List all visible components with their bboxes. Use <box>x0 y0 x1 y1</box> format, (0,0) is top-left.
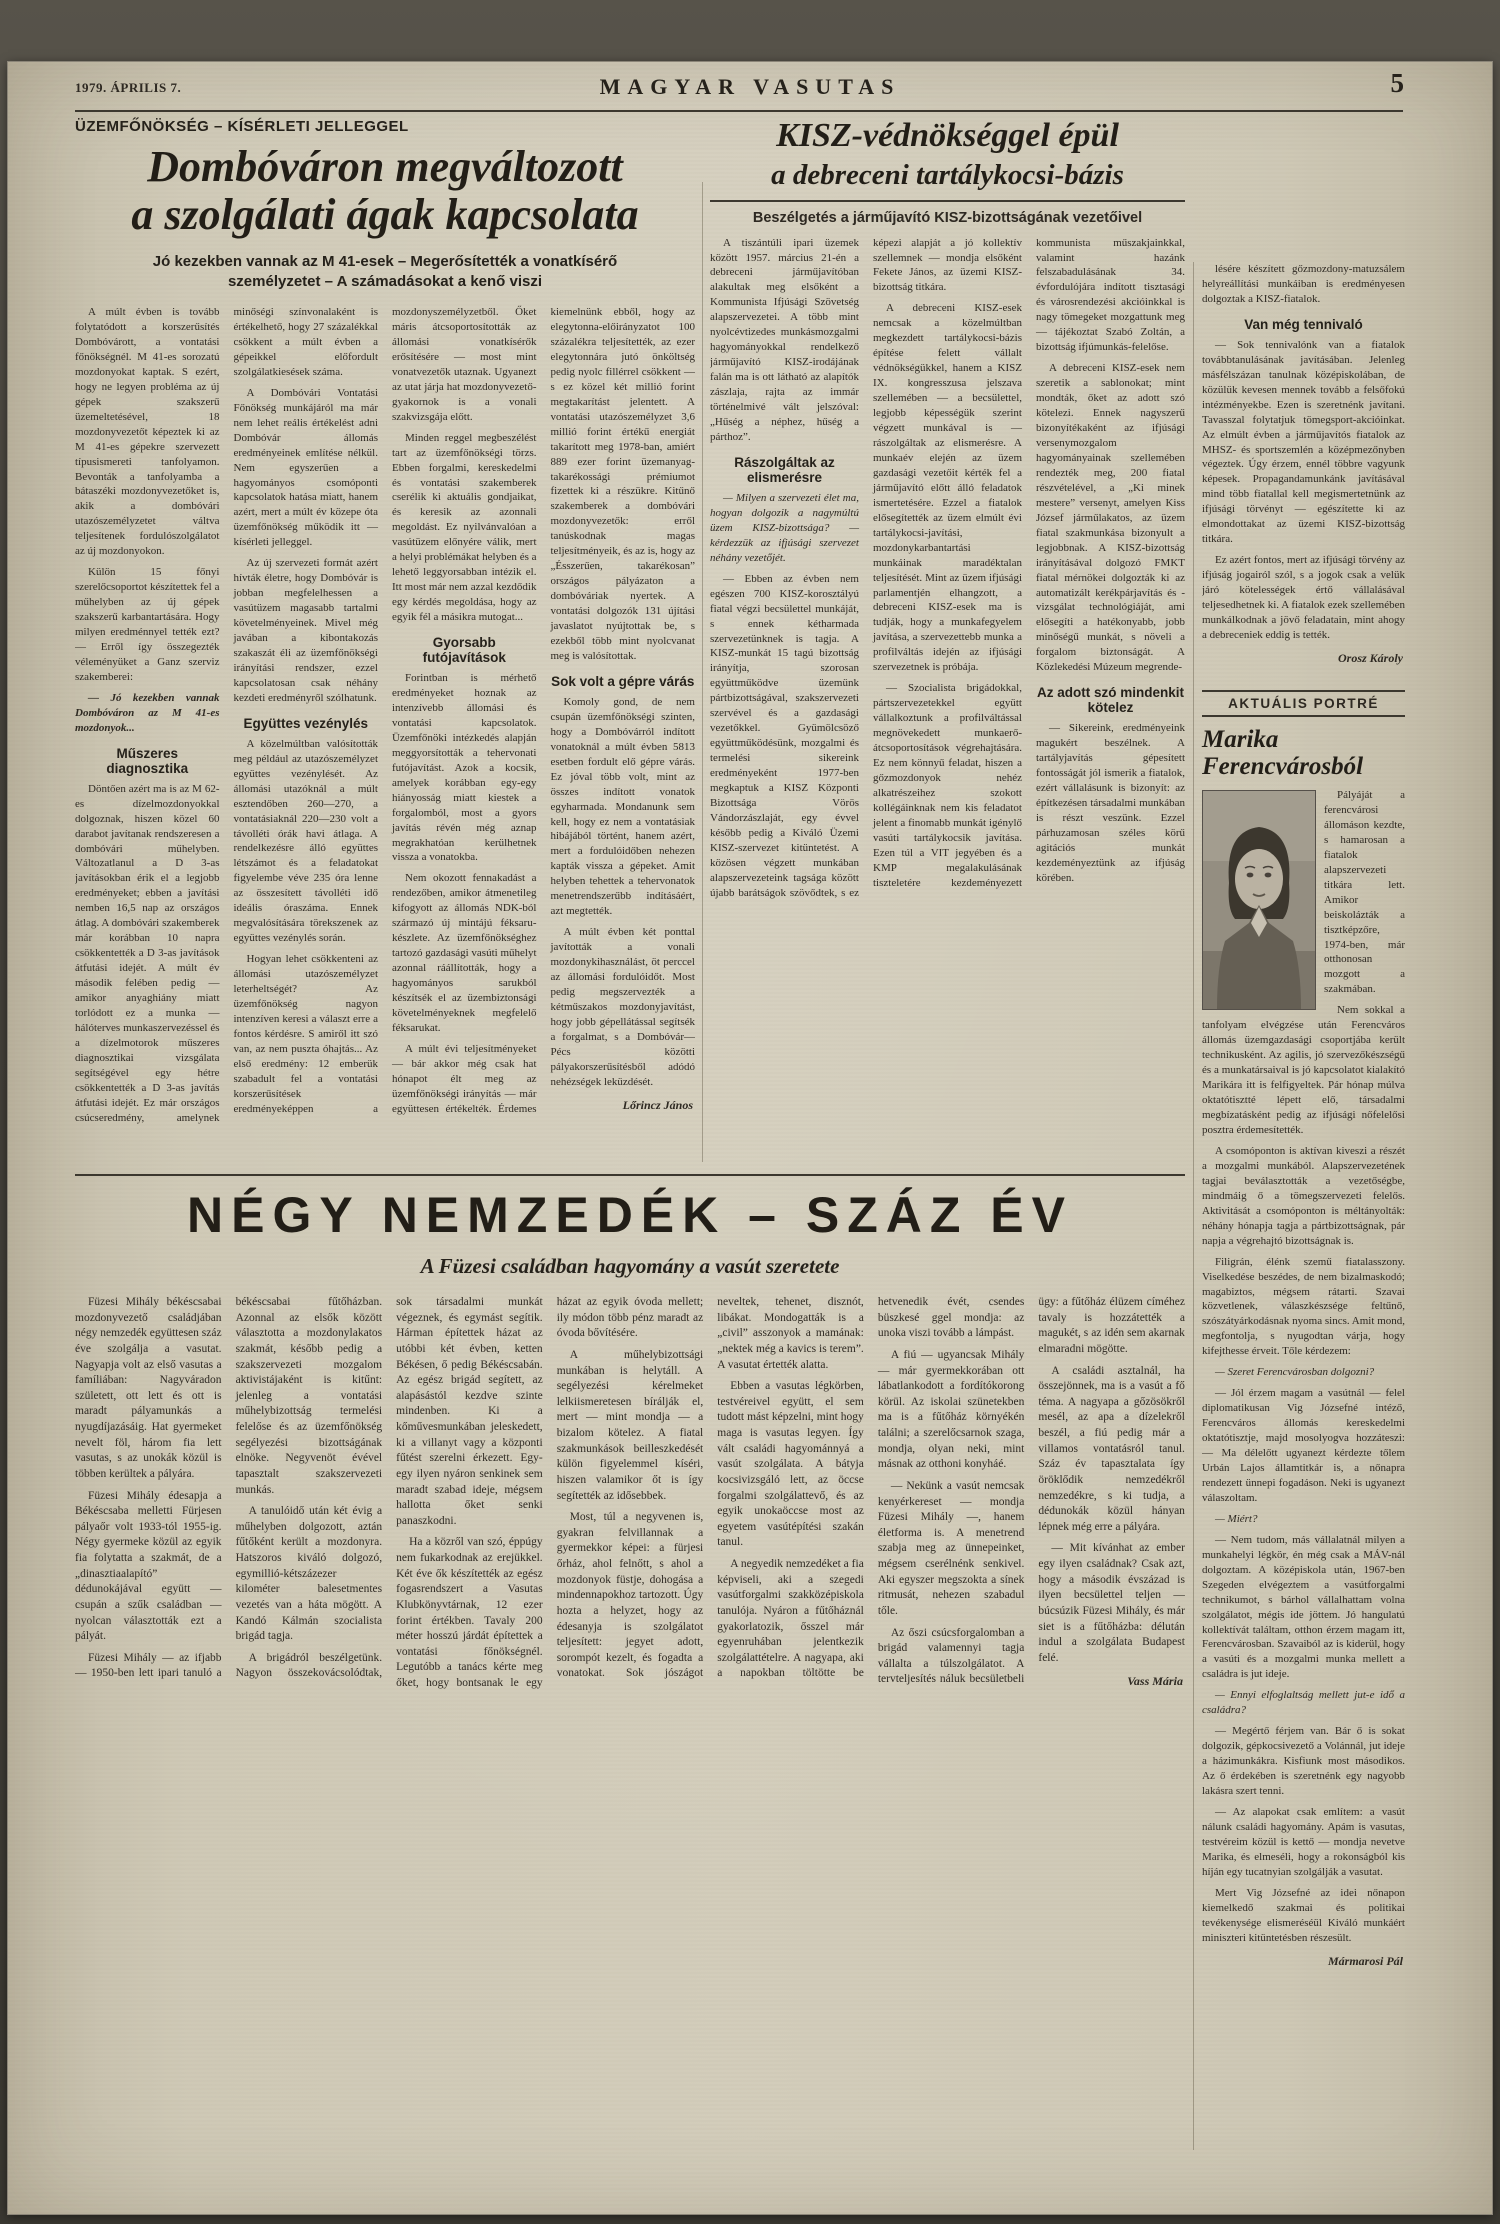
article-headline: NÉGY NEMZEDÉK – SZÁZ ÉV <box>187 1187 1073 1243</box>
body-paragraph: — Sok tennivalónk van a fiatalok továbbtanulásának javításában. Jelenleg másfélszázan tanulnak középiskolában, de közülük kevesen mennek tovább a felsőfokú intézményekbe. Ezen is szeretnénk javítani. Tavasszal folytatjuk tömegsport-akcióinkat. Az elmúlt évben a járműjavítós fiatalok az MHSZ- és sportszemlén a középmezőnyben végeztek. Úgy érzem, ennél többre vagyunk képesek. Propagandamunkánk javításával mind több fiatallal kell megismertetnünk az ifjúsági törvényt — egészítette ki az elmondottakat az üzemi KISZ-bizottság titkára. <box>1202 338 1405 546</box>
article-headline <box>75 143 695 238</box>
headline-line-1: Dombóváron megváltozott <box>147 142 623 191</box>
article-kicker: ÜZEMFŐNÖKSÉG – KÍSÉRLETI JELLEGGEL <box>75 118 409 135</box>
header-rule <box>75 110 1403 112</box>
byline: Mármarosi Pál <box>1327 1953 1403 1968</box>
body-paragraph: Nem sokkal a tanfolyam elvégzése után Ferencváros állomás üzemgazdasági csoportjába került technikusként. Az agilis, jó szervezőkészségű és a munkatársaival is jó kapcsolatot kialakító Marikára itt is felfigyeltek. Pár hónap múlva oktatótisztté lépett elő, társadalmi megbízatásként pedig az ifjúsági nőfelelősi posztra érdemesítették. <box>1202 1004 1405 1136</box>
body-paragraph: — Mit kívánhat az ember egy ilyen családnak? Csak azt, hogy a második évszázad is ilyen becsülettel teljen — búcsúzik Füzesi Mihály, és már siet is a fűtőházba: délután indul a szolgálata Budapest felé. <box>1038 1542 1185 1664</box>
article-headline-line-1: KISZ-védnökséggel épül <box>776 117 1119 154</box>
article-dombovar <box>75 118 695 1151</box>
byline: Lőrincz János <box>622 1097 693 1112</box>
newspaper-page <box>8 62 1492 2214</box>
body-paragraph: Füzesi Mihály édesapja a Békéscsaba melletti Fürjesen pályaőr volt 1933-tól 1955-ig. Négy gyermeke közül az egyik fia folytatta a szakmát, de a „dinasztiaalapító” dédunokájával együtt — csupán a szűk családban — nyolcan választották ezt a pályát. <box>75 1489 222 1643</box>
byline: Vass Mária <box>1127 1674 1183 1689</box>
article-kisz <box>710 118 1185 1112</box>
body-paragraph: — Megértő férjem van. Bár ő is sokat dolgozik, gépkocsivezető a Volánnál, jut ideje a házimunkákra. Kisfiunk most másodikos. Az ő érdekében is szeretnénk egy nagyobb lakásra szert tenni. <box>1202 1725 1405 1798</box>
article-body-columns <box>75 305 695 1151</box>
portrait-section <box>1202 690 1405 2134</box>
body-paragraph: — Nekünk a vasút nemcsak kenyérkereset — mondja Füzesi Mihály —, hanem életforma is. A menetrend szabja meg az ünnepeinket, mégsem cserélnénk senkivel. Aki egyszer megszokta a sínek ritmusát, nehezen szabadul tőle. <box>877 1479 1025 1617</box>
body-paragraph: A tiszántúli ipari üzemek között 1957. március 21-én a debreceni járműjavítóban alakultak meg elsőként a Kommunista Ifjúsági Szövetség alapszervezetei. A több mint nyolcévtizedes munkásmozgalmi hagyományokkal rendelkező járműjavító KISZ-irodájának falán ma is ott látható az alapítók zászlaja, rajta az immár történelmivé vált jelszóval: „Hűség a néphez, hűség a párthoz”. <box>710 236 859 443</box>
article-body-columns <box>75 1295 1185 2141</box>
column-divider <box>1193 262 1194 2150</box>
body-paragraph: — Jó kezekben vannak Dombóváron az M 41-es mozdonyok... <box>75 691 220 734</box>
body-paragraph: Filigrán, élénk szemű fiatalasszony. Viselkedése beszédes, de nem bizalmaskodó; magabiztos, mégsem rátarti. Szavai közvetlenek, válaszkészsége feltűnő, szószátyárkodásnak nyoma sincs. Amit mond, megfontolja, s nyugodtan várja, hogy kifejthesse érveit. Tőle kérdezem: <box>1202 1255 1405 1358</box>
body-paragraph: Hogyan lehet csökkenteni az állomási utazószemélyzet leterheltségét? Az üzemfőnökség nagyon intenzíven keresi a választ erre a fontos kérdésre. S amiről itt szó van, az nem puszta óhajtás... Az első eredmény: 12 emberük szabadult fel a vontatási korszerűsítések eredményeképpen a mozdonyszemélyzetből. Őket máris átcsoportosították az állomási vonatkísérők erősítésére — most mint vonatvezetők utaznak. Ugyanezt az utat járja hat mozdonyvezető-gyakornok is a vonali szakvizsgája előtt. <box>233 306 537 1115</box>
byline: Orosz Károly <box>1337 650 1403 665</box>
article-negy-nemzedek <box>75 1186 1185 2141</box>
body-paragraph: Most, túl a negyvenen is, gyakran felvillannak a gyermekkor képei: a fürjesi őrház, ahol felnőtt, s ahol a mozdonyok füstje, dohogása a mindennapokhoz tartozott. Úgy hozta a helyzet, hogy az édesanyja is szolgálatot teljesített: jegyet adott, sorompót kezelt, és fogadta a vonatokat. Sok jószágot neveltek, tehenet, disznót, libákat. Mondogatták is a „civil” asszonyok a mamának: „nektek még a kavics is terem”. A vasutat értették alatta. <box>556 1296 864 1680</box>
article-kisz-continuation-column <box>1202 262 1405 680</box>
body-paragraph: — Ebben az évben nem egészen 700 KISZ-korosztályú fiatal végzi becsülettel munkáját, s ennek kétharmada szervezetünknek is tagja. A KISZ-munkát 15 tagú bizottság irányítja, szorosan együttműködve üzemünk pártbizottságával, szakszervezeti szervével és a gazdasági vezetőkkel. Gyümölcsöző együttműködésünk, mozgalmi és termelési sikereink eredményeként 1977-ben megkaptuk a KISZ Központi Bizottsága Vörös Vándorzászlaját, egy évvel később pedig a Kiváló Üzemi KISZ-szervezet kitüntetést. A közösen végzett munkában alapszervezeteink tagsága között újabb barátságok szövődtek, s ez képezi alapját a jó kollektív szellemnek — mondja elsőként Fekete János, az üzemi KISZ-bizottság titkára. <box>710 236 1022 899</box>
body-paragraph: Forintban is mérhető eredményeket hoznak az intenzívebb állomási és vontatási kapcsolatok. Üzemfőnöki intézkedés alapján meggyorsították a tehervonati futójavítást. Azok a kocsik, amelyek korábban egy-egy hiányosság miatt kiestek a forgalomból, most a gyors javítás révén még aznap megrakhatóan kerülhetnek vissza a vonatokba. <box>392 672 537 864</box>
body-paragraph: Külön 15 főnyi szerelőcsoportot készítettek fel a műhelyben az új gépek szakszerű karbantartására. Hogy milyen eredménnyel tették ezt? — Erről így összegezték véleményüket a Ganz szerviz szakemberei: <box>75 566 220 683</box>
body-paragraph: A múlt évi teljesítményeket — bár akkor még csak hat hónapot élt meg az üzemfőnökségi irányítás — már együttesen értékelték. Érdemes kiemelnünk ebből, hogy az elegytonna-előirányzatot 100 százalékra teljesítették, az ezer elegytonnára jutó önköltség pedig nyolc fillérrel csökkent — s ez közel két millió forint megtakarítást jelentett. A vontatási utazószemélyzet 3,6 millió forint értékű energiát takarított meg 1978-ban, amiért 889 ezer forint üzemanyag-takarékossági prémiumot fizettek ki a részükre. Kitűnő szakemberek a dombóvári mozdonyvezetők: erről tanúskodnak magas teljesítményeik, és az is, hogy az „Ésszerűen, takarékosan” országos pályázaton a dombóváriak nyertek. A vontatási dolgozók 131 újítási javaslatot nyújtottak be, s ezekből több mint nyolcvanat meg is valósítottak. <box>392 306 695 1115</box>
column-divider <box>702 182 703 1162</box>
body-paragraph: Ebben a vasutas légkörben, testvéreivel együtt, el sem tudott mást képzelni, mint hogy maga is vasutas legyen. Így vált családi hagyománnyá a vasút szolgálata. A bátyja kocsivizsgáló lett, az öccse forgalmi szolgálattevő, és az egyik unokaöccse most az egyetem vasútépítési szakán tanul. <box>717 1380 864 1549</box>
body-paragraph: A műhelybizottsági munkában is helytáll. A segélyezési kérelmeket lelkiismeretesen bírálják el, mert — mint mondja — a bizalom kötelez. A fiatal szakmunkások beilleszkedését külön figyelemmel kíséri, hiszen valamikor őt is így segítették az idősebbek. <box>556 1348 704 1502</box>
body-paragraph: Ez azért fontos, mert az ifjúsági törvény az ifjúság jogairól szól, s a jogok csak a velük járó kötelességek értő vállalásával teljesedhetnek ki. A fiatalok ezek szellemében munkálkodnak a jövő feladatain, mint ahogy a debreceniek eddig is tették. <box>1202 554 1405 641</box>
body-paragraph: A múlt évben is tovább folytatódott a korszerűsítés Dombóvárott, a vontatási főnökségnél. M 41-es sorozatú mozdonyokat kaptak. S ezért, hogy ne legyen probléma az új gépek szakszerű üzemeltetésével, 18 mozdonyvezetőt képeztek ki az M 41-es gépekre szervezett típusismereti tanfolyamon. Bevonták a tanfolyamba a bátaszéki mozdonyvezetőket is, akik a dombóvári utazószemélyzetet váltva teljesítenek fordulószolgálatot az új mozdonyokon. <box>75 306 220 558</box>
body-paragraph: Ha a közről van szó, éppúgy nem fukarkodnak az erejükkel. Két éve ők készítették az egész fogasrendszert a Vasutas Klubkönyvtárnak, 12 ezer forint értékben. Tavaly 200 méter hosszú járdát építettek a vontatási főnökségnél. Legutóbb a tanács kérte meg őket, hogy bontsanak le egy házat az egyik óvoda mellett; ily módon több pénz maradt az óvoda bővítésére. <box>396 1296 704 1689</box>
portrait-kicker: AKTUÁLIS PORTRÉ <box>1202 690 1405 717</box>
issue-date: 1979. ÁPRILIS 7. <box>75 80 182 95</box>
body-paragraph: — Szocialista brigádokkal, pártszervezetekkel együtt vállalkoztunk a profilváltással megnövekedett munkaerő-átcsoportosítások végrehajtására. Ez nem könnyű feladat, hiszen a gőzmozdonyok nehéz alkatrészeihez szokott kollégáinknak nem kis feladatot jelent a finomabb munkát igénylő vasúti tartálykocsik javítása. Ezen túl a VIT jegyében és a KMP megalakulásának tiszteletére kezdeményezett kommunista műszakjainkkal, valamint hazánk felszabadulásának 34. évfordulójára indított tisztasági és városrendezési akcióinkkal is nagy tömegeket mozgattunk meg — tájékoztat Szabó Zoltán, a bizottság ifjúmunkás-felelőse. <box>873 236 1185 889</box>
article-standfirst: A Füzesi családban hagyomány a vasút szeretete <box>420 1254 840 1278</box>
body-paragraph: A fiú — ugyancsak Mihály — már gyermekkorában ott lábatlankodott a fordítókorong körül. Az iskolai szünetekben ma is a fűtőház környékén találni; a szerelőcsarnok szaga, mondja, olyan neki, mint másnak az otthoni konyháé. <box>877 1348 1025 1471</box>
column-subhead: Gyorsabb futójavítások <box>422 635 506 666</box>
body-paragraph: — Sikereink, eredményeink magukért beszélnek. A tartályjavítás gépesített fontosságát jól ismerik a fiatalok, ezért vállalásunk is bizonyít: az építkezésen társadalmi munkában is részt veszünk. Ezzel párhuzamosan széles körű agitációs munkát kezdeményeztünk az ifjúság körében. <box>1036 722 1185 884</box>
body-paragraph: — Az alapokat csak említem: a vasút nálunk családi hagyomány. Apám is vasutas, testvéreim közül is kettő — mondja nevetve Marika, és elmeséli, hogy a rokonságból kis híján egy tucatnyian szolgálják a vasutat. <box>1202 1806 1405 1878</box>
body-paragraph: — Szeret Ferencvárosban dolgozni? <box>1215 1366 1375 1379</box>
woman-portrait-photo-graphic <box>1203 791 1315 1009</box>
article-body-columns <box>710 236 1185 1112</box>
body-paragraph: Nem okozott fennakadást a rendezőben, amikor átmenetileg kifogyott az állomás NDK-ból származó új mintájú féksaru-készlete. Az üzemfőnökséghez tartozó gazdasági vasúti műhelyt azonnal ráállították, hogy a hagyományos sarukból készítsék el az üzembiztonsági követelményeknek megfelelő féksarukat. <box>392 872 537 1034</box>
article-standfirst: Beszélgetés a járműjavító KISZ-bizottságának vezetőivel <box>752 209 1143 226</box>
column-subhead: Sok volt a gépre várás <box>551 673 695 689</box>
body-paragraph: A brigádról beszélgetünk. Nagyon összekovácsolódtak, sok társadalmi munkát végeznek, és egymást segítik. Hárman építettek házat az utóbbi két évben, ketten Békésen, ő pedig Békéscsabán. Az egész brigád segített, az alapásástól kezdve szinte mindenben. Ki a kőművesmunkában jeleskedett, ki a villanyt vagy a központi fűtést szerelni érkezett. Egy-egy ilyen nyáron senkinek sem maradt szabad ideje, mégsem hallotta őket senki panaszkodni. <box>235 1296 543 1680</box>
body-paragraph: — Miért? <box>1215 1512 1258 1525</box>
article-standfirst: Jó kezekben vannak az M 41-esek – Megerősítették a vonatkísérő személyzetet – A számadásokat a kenő viszi <box>152 253 618 290</box>
body-paragraph: — Nem tudom, más vállalatnál milyen a munkahelyi légkör, én még csak a MÁV-nál dolgoztam. A középiskola után, 1967-ben Szegeden elvégeztem a vasútforgalmi technikumot, s bárhol vállalhattam volna szolgálatot, mégis ide jöttem. Jó hangulatú kollektívát találtam, otthon érzem magam itt, Ferencvárosban. Szavaiból az is kiderül, hogy a vasúti és a mozgalmi munka mellett a családra is jut ideje. <box>1202 1533 1405 1681</box>
column-subhead: Az adott szó mindenkit kötelez <box>1036 685 1184 716</box>
body-paragraph: Füzesi Mihály — az ifjabb — 1950-ben lett ipari tanuló a békéscsabai fűtőházban. Azonnal az elsők között választotta a mozdonylakatos szakmát, később pedig a szakszervezeti mozgalom aktivistájaként is kitűnt: jelenleg a vontatási műhelybizottság termelési felelőse és az üzemfőnökség segélyezési bizottságának elnöke. Negyvenöt évével tapasztalt szakszervezeti munkás. <box>75 1296 383 1680</box>
section-rule <box>75 1174 1185 1176</box>
body-paragraph: Az új szervezeti formát azért hívták életre, hogy Dombóvár is jobban megfelelhessen a vasútüzem magasabb tartalmi követelményeinek. Mivel még javában a kibontakozás szakaszát éli az üzemfőnökségi irányítási rendszer, ezzel kapcsolatosan csak néhány kezdeti eredményről szólhatunk. <box>233 557 378 704</box>
headline-line-2: a szolgálati ágak kapcsolata <box>131 189 639 239</box>
body-paragraph: Pályáját a ferencvárosi állomáson kezdte, s hamarosan a fiatalok alapszervezeti titkára lett. Amikor beiskolázták a tisztképzőre, 1974-ben, már otthonosan mozgott a szakmában. <box>1324 789 1405 996</box>
body-paragraph: A csomóponton is aktívan kiveszi a részét a mozgalmi munkából. Alapszervezetének tagjai beválasztották a vezetőségbe, mindmáig ő a tömegszervezeti felelős. Aktivitását a csomóponton is méltányolták: néhány hónapja tagja a pártbizottságnak, pár napja a végrehajtó bizottságnak is. <box>1202 1144 1405 1247</box>
body-paragraph: Döntően azért ma is az M 62-es dízelmozdonyokkal dolgoznak, hiszen közel 60 darabot javítanak rendszeresen a dombóvári műhelyben. Változatlanul a D 3-as javításokban érik el a legjobb eredményeket; ebben a javítási nemben 16,5 nap az országos átlag. A dombóvári szakemberek már korábban 10 napra csökkentették a D 3-as javítások átfutási idejét. A múlt év második felében pedig — amikor anyaghiány miatt torlódott ez a munka — hálóterves munkaszervezéssel és a dízelmotorok műszeres diagnosztikai vizsgálata segítségével egy hétre csökkentették a D 3-as javítás átfutási idejét. Ez már országos csúcseredmény, amelynek minőségi színvonalaként is értékelhető, hogy 27 százalékkal csökkent a múlt évben a gépeikkel előfordult szolgálatkiesések száma. <box>75 306 378 1124</box>
page-number: 5 <box>1390 68 1404 98</box>
body-paragraph: Komoly gond, de nem csupán üzemfőnökségi szinten, hogy a Dombóvárról indított vonatoknál a múlt évben 5813 esetben fordult elő gépre várás. Ez jóval több volt, mint az összes indított vonatok egyharmada. Mondanunk sem kell, hogy ez nem a vontatásiak hibájából történt, hanem azért, mert a fordulóidőben nehezen kapták vissza a gépeket. Amit helyben tehettek a tehervonatok menetrendszerűbb indításáért, azt megtették. <box>550 695 695 918</box>
body-paragraph: A tanulóidő után két évig a műhelyben dolgozott, aztán fűtőként került a mozdonyra. Hatszoros kiváló dolgozó, egymillió-kétszázezer kilométer balesetmentes vezetés van a háta mögött. A Kandó Kálmán szocialista brigád tagja. <box>235 1505 383 1643</box>
body-paragraph: — Milyen a szervezeti élet ma, hogyan dolgozik a nagymúltú üzem KISZ-bizottsága? — kérdezzük az ifjúsági szervezet néhány vezetőjét. <box>710 491 859 564</box>
article-headline-line-2: a debreceni tartálykocsi-bázis <box>710 160 1185 202</box>
body-paragraph: Az őszi csúcsforgalomban a brigád valamennyi tagja vállalta a túlszolgálatot. A tervteljesítés náluk becsületbeli ügy: a fűtőház élüzem címéhez tavaly is hozzátették a magukét, s az idén sem akarnak elmaradni mögötte. <box>877 1296 1185 1686</box>
body-paragraph: lésére készített gőzmozdony-matuzsálem helyreállítási munkáiban is eredményesen dolgoztak a KISZ-fiatalok. <box>1202 263 1405 305</box>
body-paragraph: A debreceni KISZ-esek nemcsak a közelmúltban megkezdett tartálykocsi-bázis építése felett vállalt védnökségükkel, hanem a KISZ IX. kongresszusa jelszava szellemében — a becsülettel, legjobb képességük szerint végzett munkával is — rászolgáltak az elismerésre. A munkaév elején az üzem gazdasági vezetőit kérték fel a járműjavító előtt álló feladatok ismertetésére. Ezzel a fiatalok elősegítették az üzem elmúlt évi tartálykocsi-javítási, mozdonykarbantartási munkáinak maradéktalan teljesítését. Mint az üzem ifjúsági parlamentjén elhangzott, a debreceni KISZ-esek ma is tudják, hogy a munkafegyelem javítása, a szervezettebb munka a profilváltás idején az ifjúsági szervezetnek is próbája. <box>873 302 1022 674</box>
body-paragraph: Minden reggel megbeszélést tart az üzemfőnökségi törzs. Ebben forgalmi, kereskedelmi és vontatási szakemberek cserélik ki aktuális gondjaikat, és keresik az azonnali megoldást. Ez nyilvánvalóan a vasútüzem előnyére válik, mert a helyi problémákat helyben és a lehető leggyorsabban intézik el. Itt most már nem azzal kezdődik egy kérdés megoldása, hogy az egyik fél a másikra mutogat... <box>392 431 537 624</box>
portrait-body <box>1202 788 1405 2134</box>
body-paragraph: A közelmúltban valósították meg például az utazószemélyzet együttes vezénylését. Az állomási utazóknál a múlt esztendőben 260—270, a vontatásiaknál 220—230 volt a távolléti órák havi átlaga. A rendelkezésre álló együttes létszámot és a feladatokat figyelembe véve 235 óra lenne az összesített távolléti idő ideális óraszáma. Ennek megvalósítására törekszenek az együttes vezénylés során. <box>233 737 378 945</box>
body-paragraph: A múlt évben két ponttal javították a vonali mozdonykihasználást, öt perccel az állomási fordulóidőt. Most pedig megszervezték a kétműszakos mozdonyjavítást, hogy jobb gépellátással segítsék a forgalmat, s a Dombóvár—Pécs közötti pályakorszerűsítésből adódó nehézségek leküzdését. <box>550 926 695 1088</box>
column-subhead: Együttes vezénylés <box>243 715 369 731</box>
body-paragraph: — Ennyi elfoglaltság mellett jut-e idő a családra? <box>1202 1689 1405 1717</box>
column-subhead: Van még tennivaló <box>1244 316 1363 332</box>
body-paragraph: A családi asztalnál, ha összejönnek, ma is a vasút a fő téma. A nagyapa a gőzösökről mesél, az apa a dízelekről beszél, a fiú pedig már a villamos vontatásról tanul. Száz év tapasztalata így öröklődik nemzedékről nemzedékre, s ki tudja, a dédunokák közül hányan lépnek még erre a pályára. <box>1038 1364 1185 1533</box>
body-paragraph: Mert Vig Józsefné az idei nőnapon kiemelkedő szakmai és politikai tevékenysége elismeréséül Kiváló munkáért miniszteri kitüntetésben részesült. <box>1202 1886 1405 1944</box>
body-paragraph: Füzesi Mihály békéscsabai mozdonyvezető családjában négy nemzedék együttesen száz éve szolgálja a vasutat. Nagyapja volt az első vasutas a famíliában: Nagyváradon született, ott lett és ott is maradt pályamunkás a nyugdíjazásáig. Hat gyermeket nevelt föl, három fia lett vasutas, s az unokák közül is többen kerültek a pályára. <box>75 1296 222 1480</box>
column-subhead: Műszeres diagnosztika <box>106 745 189 776</box>
body-paragraph: — Jól érzem magam a vasútnál — felel diplomatikusan Vig Józsefné intéző, Ferencváros állomás kereskedelmi oktatótisztje, majd mosolyogva hozzáteszi: — Ma délelőtt ugyanezt kérdezte tőlem Urbán Lajos államtitkár is, a nőnapra rendezett ünnepi fogadáson. Neki is ugyanezt válaszoltam. <box>1202 1387 1405 1504</box>
body-paragraph: A debreceni KISZ-esek nem szeretik a sablonokat; mint mondták, őket az adott szó kötelezi. Ennek nagyszerű bizonyítékaként az ifjúsági versenymozgalom hagyományainak szellemében rendezték meg, 200 fiatal részvételével, a „Ki minek mestere” versenyt, amelyen Kiss József járműlakatos, az üzem fiatal szakmunkása bizonyult a legjobbnak. A KISZ-bizottság irányításával dolgozó FMKT fiatal mérnökei dolgozták ki az automatizált kerékpárjavítás és -vizsgálat technológiáját, ami elősegíti a hatékonyabb, jobb minőségű munkát, s növeli a forgalom biztonságát. A Közlekedési Múzeum megrende- <box>1036 362 1185 674</box>
body-paragraph: A negyedik nemzedéket a fia képviseli, aki a szegedi vasútforgalmi szakközépiskola tanulója. Nyáron a fűtőháznál gyakorlatozik, ősszel már egyenruhában jelentkezik szolgálattételre. A nagyapa, aki a napokban töltötte be hetvenedik évét, csendes büszkesé ggel mondja: az unoka viszi tovább a lámpást. <box>717 1296 1025 1680</box>
portrait-headline: Marika Ferencvárosból <box>1202 726 1364 780</box>
body-paragraph: A Dombóvári Vontatási Főnökség munkájáról ma már nem lehet reális értékelést adni Dombóvár állomás eredményeinek említése nélkül. Nem egyszerűen a hagyományos csomóponti kapcsolatok hatása miatt, hanem azért, mert a múlt év közepe óta üzemfőnökség működik itt — kísérleti jelleggel. <box>233 386 378 549</box>
portrait-photo <box>1202 790 1316 1010</box>
masthead-title: MAGYAR VASUTAS <box>599 74 901 99</box>
column-subhead: Rászolgáltak az elismerésre <box>734 454 835 485</box>
